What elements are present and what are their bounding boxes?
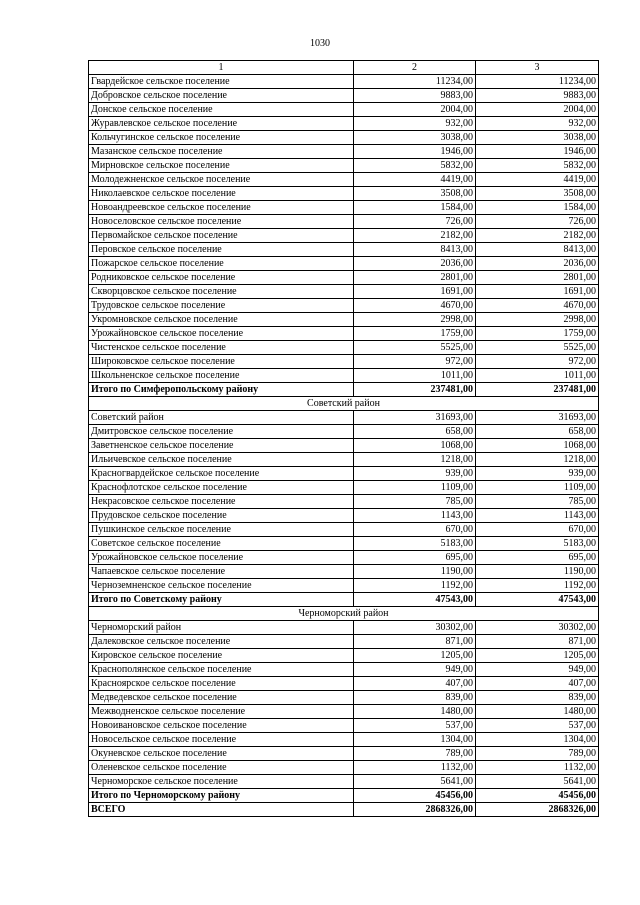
row-name-cell: Укромновское сельское поселение xyxy=(89,313,354,327)
table-row xyxy=(89,775,599,789)
row-name-cell: Далековское сельское поселение xyxy=(89,635,354,649)
row-name-cell: Перовское сельское поселение xyxy=(89,243,354,257)
row-value-col2: 5183,00 xyxy=(354,537,476,551)
row-value-col3: 871,00 xyxy=(476,635,599,649)
table-row xyxy=(89,453,599,467)
row-value-col2: 972,00 xyxy=(354,355,476,369)
row-name-cell: ВСЕГО xyxy=(89,803,354,817)
total-row xyxy=(89,383,599,397)
row-name-cell: Урожайновское сельское поселение xyxy=(89,551,354,565)
row-name-cell: Советский район xyxy=(89,411,354,425)
row-value-col3: 1946,00 xyxy=(476,145,599,159)
total-row xyxy=(89,803,599,817)
row-value-col3: 939,00 xyxy=(476,467,599,481)
row-value-col2: 1584,00 xyxy=(354,201,476,215)
table-row xyxy=(89,145,599,159)
row-name-cell: Красногвардейское сельское поселение xyxy=(89,467,354,481)
row-name-cell: Широковское сельское поселение xyxy=(89,355,354,369)
row-value-col2: 2036,00 xyxy=(354,257,476,271)
table-row xyxy=(89,691,599,705)
table-row xyxy=(89,579,599,593)
section-title: Советский район xyxy=(89,397,599,411)
table-row xyxy=(89,621,599,635)
row-name-cell: Скворцовское сельское поселение xyxy=(89,285,354,299)
row-name-cell: Урожайновское сельское поселение xyxy=(89,327,354,341)
table-row xyxy=(89,649,599,663)
row-value-col3: 537,00 xyxy=(476,719,599,733)
row-value-col3: 2801,00 xyxy=(476,271,599,285)
row-value-col2: 8413,00 xyxy=(354,243,476,257)
row-value-col2: 3038,00 xyxy=(354,131,476,145)
row-value-col3: 1218,00 xyxy=(476,453,599,467)
row-name-cell: Пожарское сельское поселение xyxy=(89,257,354,271)
row-name-cell: Итого по Черноморскому району xyxy=(89,789,354,803)
row-name-cell: Родниковское сельское поселение xyxy=(89,271,354,285)
table-row xyxy=(89,677,599,691)
row-name-cell: Кольчугинское сельское поселение xyxy=(89,131,354,145)
row-name-cell: Добровское сельское поселение xyxy=(89,89,354,103)
row-value-col3: 30302,00 xyxy=(476,621,599,635)
table-row xyxy=(89,243,599,257)
row-value-col2: 407,00 xyxy=(354,677,476,691)
table-row xyxy=(89,285,599,299)
row-value-col3: 1190,00 xyxy=(476,565,599,579)
row-value-col3: 972,00 xyxy=(476,355,599,369)
row-name-cell: Первомайское сельское поселение xyxy=(89,229,354,243)
row-value-col2: 45456,00 xyxy=(354,789,476,803)
row-value-col3: 1132,00 xyxy=(476,761,599,775)
row-value-col2: 789,00 xyxy=(354,747,476,761)
row-name-cell: Некрасовское сельское поселение xyxy=(89,495,354,509)
row-value-col3: 2182,00 xyxy=(476,229,599,243)
row-value-col2: 5832,00 xyxy=(354,159,476,173)
row-name-cell: Ильичевское сельское поселение xyxy=(89,453,354,467)
table-row xyxy=(89,187,599,201)
row-name-cell: Дмитровское сельское поселение xyxy=(89,425,354,439)
table-row xyxy=(89,733,599,747)
row-value-col2: 2801,00 xyxy=(354,271,476,285)
row-name-cell: Чистенское сельское поселение xyxy=(89,341,354,355)
row-value-col2: 47543,00 xyxy=(354,593,476,607)
row-value-col2: 4670,00 xyxy=(354,299,476,313)
table-row xyxy=(89,89,599,103)
row-value-col3: 789,00 xyxy=(476,747,599,761)
table-row xyxy=(89,355,599,369)
row-value-col3: 785,00 xyxy=(476,495,599,509)
table-row xyxy=(89,313,599,327)
table-row xyxy=(89,761,599,775)
row-value-col2: 2182,00 xyxy=(354,229,476,243)
table-row xyxy=(89,481,599,495)
row-value-col2: 1068,00 xyxy=(354,439,476,453)
table-row xyxy=(89,705,599,719)
row-value-col2: 670,00 xyxy=(354,523,476,537)
row-value-col2: 1205,00 xyxy=(354,649,476,663)
row-value-col2: 1946,00 xyxy=(354,145,476,159)
row-value-col2: 2004,00 xyxy=(354,103,476,117)
row-name-cell: Чапаевское сельское поселение xyxy=(89,565,354,579)
table-row xyxy=(89,229,599,243)
row-value-col2: 1190,00 xyxy=(354,565,476,579)
row-name-cell: Краснофлотское сельское поселение xyxy=(89,481,354,495)
row-value-col3: 4670,00 xyxy=(476,299,599,313)
section-header-row xyxy=(89,397,599,411)
row-name-cell: Окуневское сельское поселение xyxy=(89,747,354,761)
table-row xyxy=(89,635,599,649)
row-value-col2: 3508,00 xyxy=(354,187,476,201)
row-value-col2: 726,00 xyxy=(354,215,476,229)
row-value-col3: 1691,00 xyxy=(476,285,599,299)
row-name-cell: Николаевское сельское поселение xyxy=(89,187,354,201)
row-name-cell: Трудовское сельское поселение xyxy=(89,299,354,313)
row-value-col3: 1480,00 xyxy=(476,705,599,719)
row-value-col3: 1011,00 xyxy=(476,369,599,383)
row-value-col3: 47543,00 xyxy=(476,593,599,607)
row-value-col2: 949,00 xyxy=(354,663,476,677)
row-name-cell: Итого по Симферопольскому району xyxy=(89,383,354,397)
section-title: Черноморский район xyxy=(89,607,599,621)
table-row xyxy=(89,747,599,761)
row-value-col3: 1143,00 xyxy=(476,509,599,523)
row-name-cell: Межводненское сельское поселение xyxy=(89,705,354,719)
row-value-col2: 2998,00 xyxy=(354,313,476,327)
row-name-cell: Новосельское сельское поселение xyxy=(89,733,354,747)
row-value-col2: 1759,00 xyxy=(354,327,476,341)
table-row xyxy=(89,117,599,131)
table-row xyxy=(89,131,599,145)
table-row xyxy=(89,467,599,481)
row-name-cell: Журавлевское сельское поселение xyxy=(89,117,354,131)
table-row xyxy=(89,299,599,313)
row-value-col2: 1132,00 xyxy=(354,761,476,775)
row-value-col3: 45456,00 xyxy=(476,789,599,803)
row-name-cell: Медведевское сельское поселение xyxy=(89,691,354,705)
row-name-cell: Черноземненское сельское поселение xyxy=(89,579,354,593)
row-value-col2: 932,00 xyxy=(354,117,476,131)
row-value-col3: 4419,00 xyxy=(476,173,599,187)
row-value-col2: 5525,00 xyxy=(354,341,476,355)
column-header: 1 xyxy=(89,61,354,75)
total-row xyxy=(89,789,599,803)
row-name-cell: Гвардейское сельское поселение xyxy=(89,75,354,89)
table-row xyxy=(89,565,599,579)
table-row xyxy=(89,523,599,537)
table-row xyxy=(89,341,599,355)
row-value-col2: 839,00 xyxy=(354,691,476,705)
row-value-col2: 237481,00 xyxy=(354,383,476,397)
row-name-cell: Заветненское сельское поселение xyxy=(89,439,354,453)
row-value-col2: 1011,00 xyxy=(354,369,476,383)
row-value-col2: 1691,00 xyxy=(354,285,476,299)
row-value-col3: 3508,00 xyxy=(476,187,599,201)
row-name-cell: Прудовское сельское поселение xyxy=(89,509,354,523)
row-value-col3: 2998,00 xyxy=(476,313,599,327)
row-value-col2: 30302,00 xyxy=(354,621,476,635)
row-name-cell: Черноморское сельское поселение xyxy=(89,775,354,789)
row-value-col3: 3038,00 xyxy=(476,131,599,145)
page-number: 1030 xyxy=(310,38,330,49)
row-name-cell: Молодежненское сельское поселение xyxy=(89,173,354,187)
row-value-col3: 2868326,00 xyxy=(476,803,599,817)
row-name-cell: Итого по Советскому району xyxy=(89,593,354,607)
row-name-cell: Краснополянское сельское поселение xyxy=(89,663,354,677)
table-row xyxy=(89,215,599,229)
table-row xyxy=(89,439,599,453)
total-row xyxy=(89,593,599,607)
row-value-col2: 5641,00 xyxy=(354,775,476,789)
row-value-col2: 1143,00 xyxy=(354,509,476,523)
row-value-col3: 658,00 xyxy=(476,425,599,439)
row-value-col2: 537,00 xyxy=(354,719,476,733)
row-value-col3: 1584,00 xyxy=(476,201,599,215)
column-header: 2 xyxy=(354,61,476,75)
table-row xyxy=(89,201,599,215)
row-value-col2: 1304,00 xyxy=(354,733,476,747)
row-value-col3: 1205,00 xyxy=(476,649,599,663)
row-value-col2: 4419,00 xyxy=(354,173,476,187)
row-name-cell: Красноярское сельское поселение xyxy=(89,677,354,691)
row-value-col3: 407,00 xyxy=(476,677,599,691)
budget-table xyxy=(88,60,599,817)
column-header: 3 xyxy=(476,61,599,75)
row-value-col3: 5641,00 xyxy=(476,775,599,789)
row-name-cell: Мирновское сельское поселение xyxy=(89,159,354,173)
row-name-cell: Черноморский район xyxy=(89,621,354,635)
row-value-col2: 9883,00 xyxy=(354,89,476,103)
row-value-col3: 949,00 xyxy=(476,663,599,677)
table-row xyxy=(89,663,599,677)
row-value-col3: 839,00 xyxy=(476,691,599,705)
row-value-col3: 5832,00 xyxy=(476,159,599,173)
row-value-col3: 1304,00 xyxy=(476,733,599,747)
row-value-col2: 695,00 xyxy=(354,551,476,565)
row-name-cell: Донское сельское поселение xyxy=(89,103,354,117)
row-value-col3: 1109,00 xyxy=(476,481,599,495)
row-name-cell: Новоселовское сельское поселение xyxy=(89,215,354,229)
table-row xyxy=(89,173,599,187)
row-value-col2: 871,00 xyxy=(354,635,476,649)
row-value-col2: 31693,00 xyxy=(354,411,476,425)
table-body xyxy=(89,75,599,817)
row-value-col3: 11234,00 xyxy=(476,75,599,89)
row-value-col3: 9883,00 xyxy=(476,89,599,103)
table-row xyxy=(89,509,599,523)
table-row xyxy=(89,75,599,89)
table-row xyxy=(89,103,599,117)
row-value-col3: 8413,00 xyxy=(476,243,599,257)
row-value-col2: 1109,00 xyxy=(354,481,476,495)
row-value-col3: 2036,00 xyxy=(476,257,599,271)
row-value-col2: 939,00 xyxy=(354,467,476,481)
row-value-col3: 31693,00 xyxy=(476,411,599,425)
row-value-col3: 695,00 xyxy=(476,551,599,565)
table-row xyxy=(89,271,599,285)
table-row xyxy=(89,369,599,383)
row-value-col3: 932,00 xyxy=(476,117,599,131)
table-header-row xyxy=(89,61,599,75)
row-value-col2: 1480,00 xyxy=(354,705,476,719)
row-value-col2: 11234,00 xyxy=(354,75,476,89)
row-value-col2: 1218,00 xyxy=(354,453,476,467)
table-row xyxy=(89,257,599,271)
row-value-col3: 237481,00 xyxy=(476,383,599,397)
row-value-col3: 5525,00 xyxy=(476,341,599,355)
row-value-col3: 726,00 xyxy=(476,215,599,229)
table-row xyxy=(89,411,599,425)
row-value-col2: 658,00 xyxy=(354,425,476,439)
table-row xyxy=(89,719,599,733)
row-value-col3: 1759,00 xyxy=(476,327,599,341)
row-name-cell: Новоивановское сельское поселение xyxy=(89,719,354,733)
row-value-col3: 1192,00 xyxy=(476,579,599,593)
row-name-cell: Школьненское сельское поселение xyxy=(89,369,354,383)
row-value-col2: 785,00 xyxy=(354,495,476,509)
section-header-row xyxy=(89,607,599,621)
table-row xyxy=(89,327,599,341)
row-value-col3: 5183,00 xyxy=(476,537,599,551)
row-value-col2: 2868326,00 xyxy=(354,803,476,817)
row-name-cell: Советское сельское поселение xyxy=(89,537,354,551)
table-row xyxy=(89,551,599,565)
row-value-col3: 670,00 xyxy=(476,523,599,537)
row-name-cell: Кировское сельское поселение xyxy=(89,649,354,663)
row-name-cell: Оленевское сельское поселение xyxy=(89,761,354,775)
row-name-cell: Мазанское сельское поселение xyxy=(89,145,354,159)
row-name-cell: Новоандреевское сельское поселение xyxy=(89,201,354,215)
row-value-col3: 1068,00 xyxy=(476,439,599,453)
row-value-col3: 2004,00 xyxy=(476,103,599,117)
table-row xyxy=(89,537,599,551)
table-row xyxy=(89,425,599,439)
row-value-col2: 1192,00 xyxy=(354,579,476,593)
row-name-cell: Пушкинское сельское поселение xyxy=(89,523,354,537)
table-row xyxy=(89,495,599,509)
table-row xyxy=(89,159,599,173)
